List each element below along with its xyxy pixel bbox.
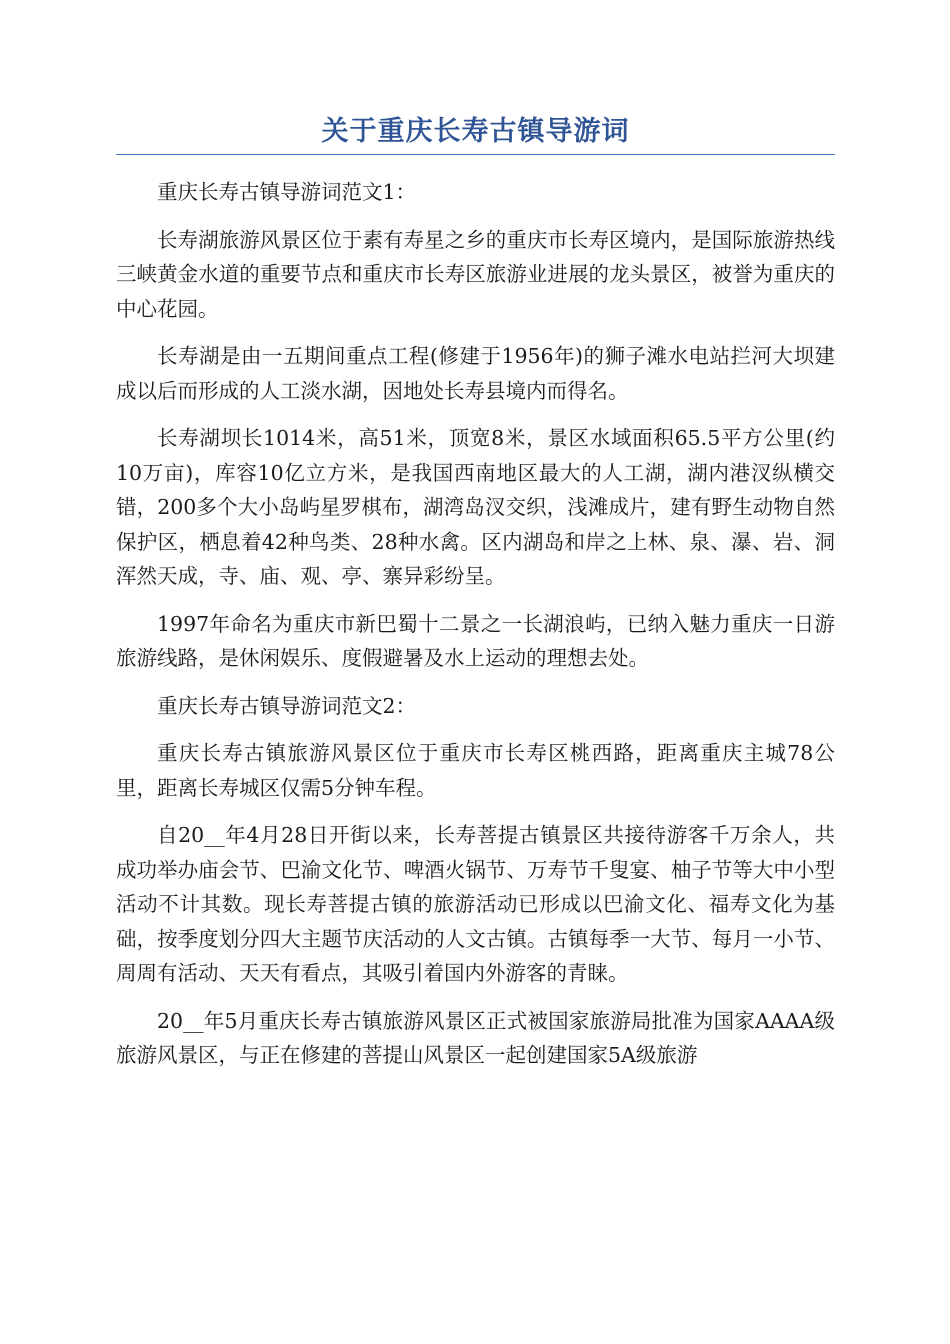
paragraph: 长寿湖坝长1014米，高51米，顶宽8米，景区水域面积65.5平方公里(约10万亩)，库容10亿立方米，是我国西南地区最大的人工湖，湖内港汊纵横交错，200多个大小岛屿星罗棋布，湖湾岛汊交织，浅滩成片，建有野生动物自然保护区，栖息着42种鸟类、28种水禽。区内湖岛和岸之上林、泉、瀑、岩、洞浑然天成，寺、庙、观、亭、寨异彩纷呈。	[116, 426, 835, 588]
document-body	[116, 175, 835, 1073]
document-page	[116, 112, 835, 1086]
paragraph: 重庆长寿古镇导游词范文1：	[157, 180, 417, 204]
paragraph: 长寿湖是由一五期间重点工程(修建于1956年)的狮子滩水电站拦河大坝建成以后而形成的人工淡水湖，因地处长寿县境内而得名。	[116, 344, 835, 403]
paragraph: 1997年命名为重庆市新巴蜀十二景之一长湖浪屿，已纳入魅力重庆一日游旅游线路，是休闲娱乐、度假避暑及水上运动的理想去处。	[116, 611, 835, 670]
paragraph: 重庆长寿古镇导游词范文2：	[157, 693, 417, 718]
paragraph: 重庆长寿古镇旅游风景区位于重庆市长寿区桃西路，距离重庆主城78公里，距离长寿城区仅需5分钟车程。	[116, 741, 835, 800]
paragraph: 20__年5月重庆长寿古镇旅游风景区正式被国家旅游局批准为国家AAAA级旅游风景区，与正在修建的菩提山风景区一起创建国家5A级旅游	[116, 1008, 835, 1067]
paragraph: 长寿湖旅游风景区位于素有寿星之乡的重庆市长寿区境内，是国际旅游热线三峡黄金水道的重要节点和重庆市长寿区旅游业进展的龙头景区，被誉为重庆的中心花园。	[116, 227, 835, 321]
document-title: 关于重庆长寿古镇导游词	[116, 112, 835, 155]
paragraph: 自20__年4月28日开街以来，长寿菩提古镇景区共接待游客千万余人，共成功举办庙会节、巴渝文化节、啤酒火锅节、万寿节千叟宴、柚子节等大中小型活动不计其数。现长寿菩提古镇的旅游活动已形成以巴渝文化、福寿文化为基础，按季度划分四大主题节庆活动的人文古镇。古镇每季一大节、每月一小节、周周有活动、天天有看点，其吸引着国内外游客的青睐。	[116, 823, 835, 985]
